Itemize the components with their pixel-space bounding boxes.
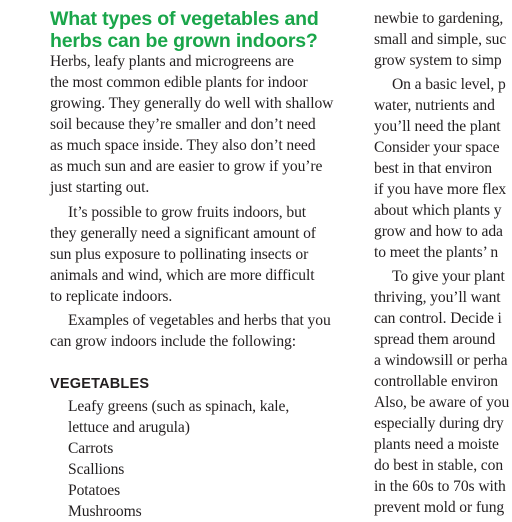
body-line: On a basic level, p xyxy=(392,76,506,93)
vegetable-item: Leafy greens (such as spinach, kale, xyxy=(68,398,290,415)
body-line: water, nutrients and xyxy=(374,97,495,114)
body-line: animals and wind, which are more difficult xyxy=(50,267,315,284)
body-line: the most common edible plants for indoor xyxy=(50,74,308,91)
body-line: best in that environ xyxy=(374,160,492,177)
body-line: growing. They generally do well with shallow xyxy=(50,95,334,112)
vegetable-item: Carrots xyxy=(68,440,114,457)
vegetable-item: lettuce and arugula) xyxy=(68,419,190,436)
body-line: soil because they’re smaller and don’t need xyxy=(50,116,316,133)
body-line: just starting out. xyxy=(50,179,150,196)
body-line: they generally need a significant amount of xyxy=(50,225,316,242)
body-line: grow and how to ada xyxy=(374,223,503,240)
body-line: Also, be aware of you xyxy=(374,394,510,411)
section-heading xyxy=(50,8,319,52)
body-line: a windowsill or perha xyxy=(374,352,508,369)
body-line: grow system to simp xyxy=(374,52,502,69)
vegetables-heading: VEGETABLES xyxy=(50,376,150,392)
body-line: Examples of vegetables and herbs that you xyxy=(68,312,331,329)
body-line: if you have more flex xyxy=(374,181,507,198)
body-line: spread them around xyxy=(374,331,496,348)
body-line: as much sun and are easier to grow if you’re xyxy=(50,158,323,175)
vegetable-item: Scallions xyxy=(68,461,125,478)
body-line: about which plants y xyxy=(374,202,502,219)
vegetable-item: Potatoes xyxy=(68,482,121,499)
body-line: thriving, you’ll want xyxy=(374,289,501,306)
body-line: do best in stable, con xyxy=(374,457,504,474)
body-line: sun plus exposure to pollinating insects or xyxy=(50,246,309,263)
heading-line: What types of vegetables and xyxy=(50,8,319,30)
body-line: to meet the plants’ n xyxy=(374,244,499,261)
body-line: as much space inside. They also don’t need xyxy=(50,137,316,154)
body-line: in the 60s to 70s with xyxy=(374,478,506,495)
body-line: can grow indoors include the following: xyxy=(50,333,296,350)
body-line: prevent mold or fung xyxy=(374,499,505,516)
heading-line: herbs can be grown indoors? xyxy=(50,30,318,52)
body-line: Consider your space xyxy=(374,139,500,156)
body-line: especially during dry xyxy=(374,415,504,432)
body-line: It’s possible to grow fruits indoors, but xyxy=(68,204,307,221)
body-line: controllable environ xyxy=(374,373,499,390)
body-line: plants need a moiste xyxy=(374,436,499,453)
body-line: small and simple, suc xyxy=(374,31,507,48)
body-line: you’ll need the plant xyxy=(374,118,501,135)
body-line: To give your plant xyxy=(392,268,505,285)
vegetable-item: Mushrooms xyxy=(68,503,142,520)
body-line: Herbs, leafy plants and microgreens are xyxy=(50,53,294,70)
body-line: to replicate indoors. xyxy=(50,288,173,305)
body-line: can control. Decide i xyxy=(374,310,502,327)
body-line: newbie to gardening, xyxy=(374,10,504,27)
